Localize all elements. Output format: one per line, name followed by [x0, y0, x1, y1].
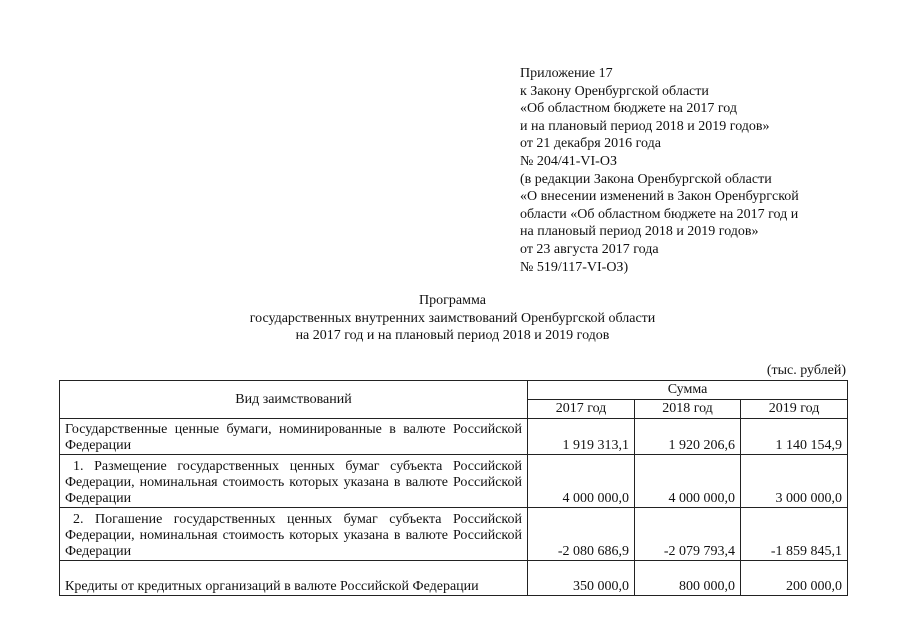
- row-value-2019: 3 000 000,0: [741, 455, 848, 508]
- program-title-block: [150, 292, 755, 345]
- annex-line: «Об областном бюджете на 2017 год: [520, 101, 737, 117]
- row-value-2017: -2 080 686,9: [528, 508, 635, 561]
- annex-line: от 21 декабря 2016 года: [520, 136, 661, 152]
- annex-line: области «Об областном бюджете на 2017 год и: [520, 206, 799, 222]
- row-value-2018: 1 920 206,6: [635, 419, 741, 455]
- header-year-2017: 2017 год: [528, 400, 635, 419]
- table-row: [60, 455, 848, 508]
- row-value-2019: 200 000,0: [741, 561, 848, 596]
- header-year-2018: 2018 год: [635, 400, 741, 419]
- row-value-2019: 1 140 154,9: [741, 419, 848, 455]
- row-name: Государственные ценные бумаги, номинированные в валюте Российской Федерации: [60, 419, 528, 455]
- header-year-2019: 2019 год: [741, 400, 848, 419]
- row-name: 2. Погашение государственных ценных бумаг субъекта Российской Федерации, номинальная стоимость которых указана в валюте Российской Федерации: [60, 508, 528, 561]
- annex-line: (в редакции Закона Оренбургской области: [520, 171, 772, 187]
- annex-line: № 204/41-VI-ОЗ: [520, 153, 617, 169]
- row-value-2017: 4 000 000,0: [528, 455, 635, 508]
- annex-line: и на плановый период 2018 и 2019 годов»: [520, 118, 770, 134]
- annex-line: к Закону Оренбургской области: [520, 83, 709, 99]
- table-row: [60, 419, 848, 455]
- annex-line: Приложение 17: [520, 66, 613, 81]
- row-value-2019: -1 859 845,1: [741, 508, 848, 561]
- units-label: (тыс. рублей): [766, 363, 846, 378]
- annex-line: на плановый период 2018 и 2019 годов»: [520, 224, 759, 240]
- row-name: 1. Размещение государственных ценных бумаг субъекта Российской Федерации, номинальная стоимость которых указана в валюте Российской Федерации: [60, 455, 528, 508]
- row-value-2017: 350 000,0: [528, 561, 635, 596]
- row-value-2017: 1 919 313,1: [528, 419, 635, 455]
- row-value-2018: -2 079 793,4: [635, 508, 741, 561]
- program-title: Программа: [419, 293, 486, 308]
- row-name: Кредиты от кредитных организаций в валюте Российской Федерации: [60, 561, 528, 596]
- program-period: на 2017 год и на плановый период 2018 и 2019 годов: [295, 328, 610, 343]
- annex-line: от 23 августа 2017 года: [520, 241, 659, 257]
- borrowings-table: [59, 380, 848, 596]
- table-row: [60, 508, 848, 561]
- table-row: [60, 561, 848, 596]
- row-value-2018: 800 000,0: [635, 561, 741, 596]
- program-subtitle: государственных внутренних заимствований Оренбургской области: [249, 310, 656, 326]
- annex-line: «О внесении изменений в Закон Оренбургской: [520, 189, 799, 205]
- header-sum: Сумма: [528, 381, 848, 400]
- header-borrowing-type: Вид заимствований: [60, 381, 528, 419]
- annex-header: [520, 65, 890, 276]
- annex-line: № 519/117-VI-ОЗ): [520, 259, 629, 275]
- row-value-2018: 4 000 000,0: [635, 455, 741, 508]
- table-header-row: [60, 381, 848, 400]
